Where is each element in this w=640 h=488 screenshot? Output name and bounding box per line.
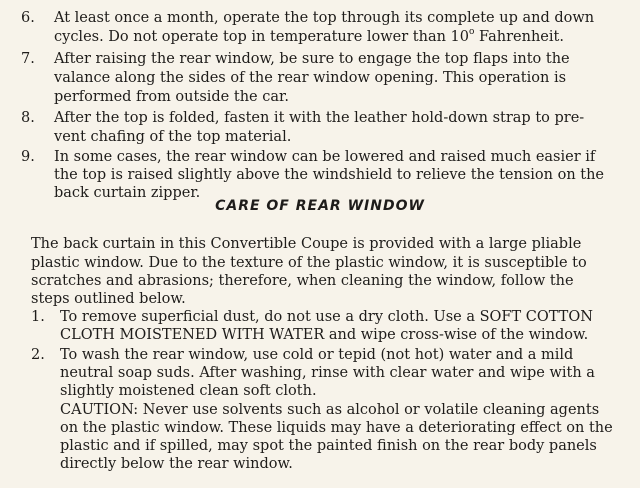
item-7-line-2: valance along the sides of the rear window opening. This operation is	[54, 70, 567, 86]
item-number-9: 9.	[21, 149, 35, 165]
intro-line-4: steps outlined below.	[31, 291, 186, 307]
item-number-7: 7.	[21, 51, 35, 67]
item-8-line-2: vent chafing of the top material.	[54, 129, 292, 145]
intro-line-2: plastic window. Due to the texture of the plastic window, it is susceptible to	[31, 255, 587, 271]
step-number-1: 1.	[31, 309, 45, 325]
intro-line-3: scratches and abrasions; therefore, when cleaning the window, follow the	[31, 273, 574, 289]
step-2-caution-line-1: CAUTION: Never use solvents such as alcohol or volatile cleaning agents	[60, 402, 600, 418]
item-7-line-3: performed from outside the car.	[54, 89, 289, 105]
step-2-line-1: To wash the rear window, use cold or tepid (not hot) water and a mild	[60, 347, 574, 363]
item-6-line-1: At least once a month, operate the top through its complete up and down	[54, 10, 595, 26]
step-2-line-3: slightly moistened clean soft cloth.	[60, 383, 317, 399]
item-7-line-1: After raising the rear window, be sure to engage the top flaps into the	[54, 51, 570, 67]
item-6-line-2-text: cycles. Do not operate top in temperature lower than 10	[54, 29, 469, 45]
step-1-line-1: To remove superficial dust, do not use a dry cloth. Use a SOFT COTTON	[60, 309, 593, 325]
item-6-line-2	[54, 28, 564, 47]
item-number-6: 6.	[21, 10, 35, 26]
step-number-2: 2.	[31, 347, 45, 363]
step-2-caution-line-2: on the plastic window. These liquids may have a deteriorating effect on the	[60, 420, 613, 436]
item-9-line-2: the top is raised slightly above the windshield to relieve the tension on the	[54, 167, 605, 183]
section-heading: CARE OF REAR WINDOW	[215, 198, 425, 214]
step-2-line-2: neutral soap suds. After washing, rinse with clear water and wipe with a	[60, 365, 595, 381]
step-2-caution-line-3: plastic and if spilled, may spot the painted finish on the rear body panels	[60, 438, 597, 454]
item-9-line-3: back curtain zipper.	[54, 185, 201, 201]
step-1-line-2: CLOTH MOISTENED WITH WATER and wipe cross-wise of the window.	[60, 327, 589, 343]
item-9-line-1: In some cases, the rear window can be lowered and raised much easier if	[54, 149, 596, 165]
intro-line-1: The back curtain in this Convertible Coupe is provided with a large pliable	[31, 236, 582, 252]
step-2-caution-line-4: directly below the rear window.	[60, 456, 293, 472]
item-number-8: 8.	[21, 110, 35, 126]
item-8-line-1: After the top is folded, fasten it with the leather hold-down strap to pre-	[54, 110, 585, 126]
degree-superscript: o	[469, 27, 475, 37]
item-6-line-2-end: Fahrenheit.	[474, 29, 564, 45]
